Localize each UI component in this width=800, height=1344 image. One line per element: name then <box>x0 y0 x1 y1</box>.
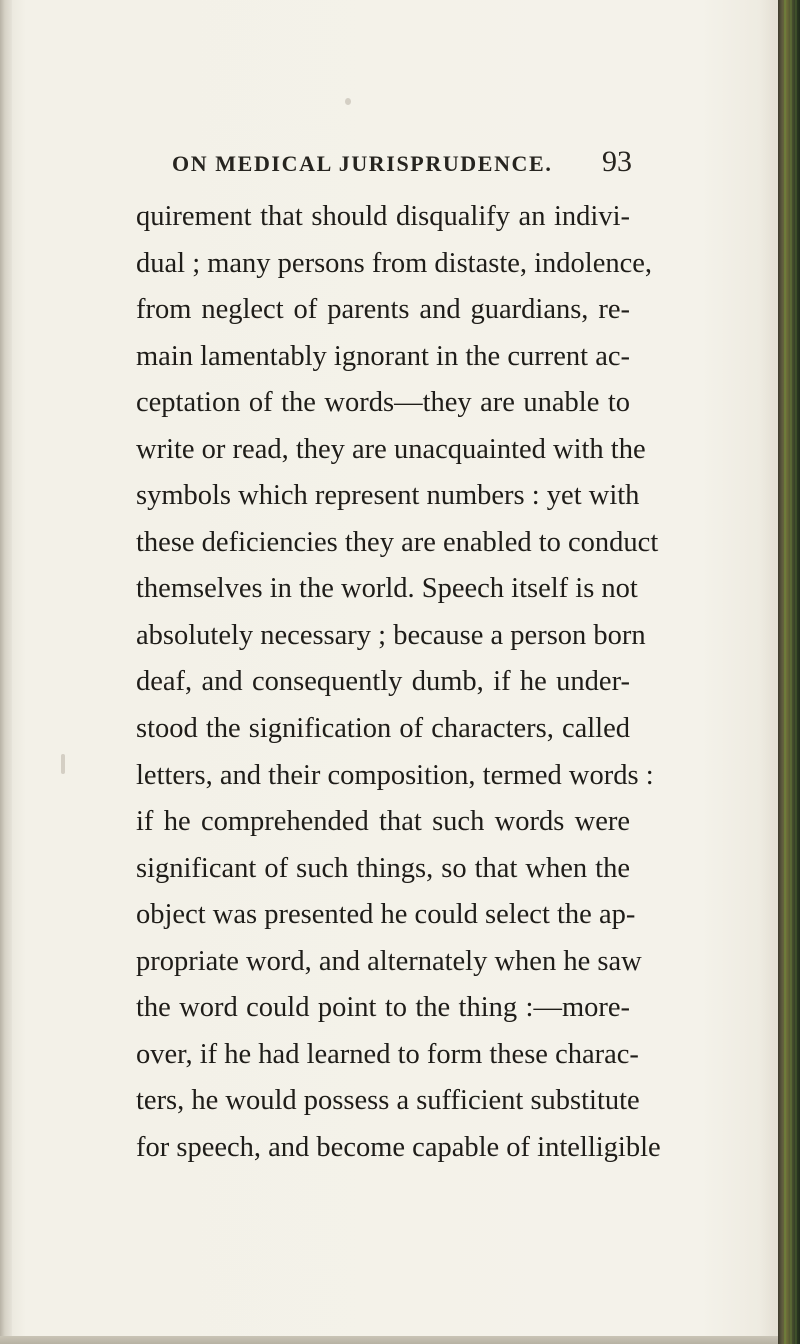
paper-spot <box>61 754 65 774</box>
text-line: if he comprehended that such words were <box>136 806 630 838</box>
text-line: themselves in the world. Speech itself is not <box>136 573 638 605</box>
body-text <box>136 194 661 1171</box>
text-line: absolutely necessary ; because a person born <box>136 619 646 651</box>
spine-stripe <box>790 0 792 1344</box>
text-line: from neglect of parents and guardians, re- <box>136 294 630 326</box>
text-line: over, if he had learned to form these charac- <box>136 1038 639 1070</box>
text-line: for speech, and become capable of intelligible <box>136 1131 661 1163</box>
book-spine <box>778 0 800 1344</box>
text-line: ters, he would possess a sufficient substitute <box>136 1085 640 1117</box>
spine-stripe <box>795 0 797 1344</box>
text-line: letters, and their composition, termed words : <box>136 759 654 791</box>
paper-spot <box>345 98 351 105</box>
page-bottom-edge <box>0 1336 778 1344</box>
text-line: write or read, they are unacquainted with the <box>136 433 646 465</box>
text-line: ceptation of the words—they are unable to <box>136 387 630 419</box>
text-line: stood the signification of characters, called <box>136 713 630 745</box>
text-line: quirement that should disqualify an indivi- <box>136 201 630 232</box>
text-line: symbols which represent numbers : yet with <box>136 480 640 512</box>
running-header <box>172 145 632 185</box>
spine-stripe <box>784 0 786 1344</box>
text-line: deaf, and consequently dumb, if he under- <box>136 666 630 698</box>
page-number: 93 <box>602 145 632 178</box>
text-line: the word could point to the thing :—more- <box>136 992 630 1024</box>
text-line: propriate word, and alternately when he saw <box>136 945 642 977</box>
text-line: these deficiencies they are enabled to conduct <box>136 526 659 558</box>
page-left-edge <box>0 0 12 1344</box>
text-line: main lamentably ignorant in the current ac- <box>136 340 630 372</box>
text-line: dual ; many persons from distaste, indolence, <box>136 247 653 279</box>
running-head-title: ON MEDICAL JURISPRUDENCE. <box>172 151 553 176</box>
text-line: significant of such things, so that when the <box>136 852 630 884</box>
text-line: object was presented he could select the ap- <box>136 899 636 931</box>
